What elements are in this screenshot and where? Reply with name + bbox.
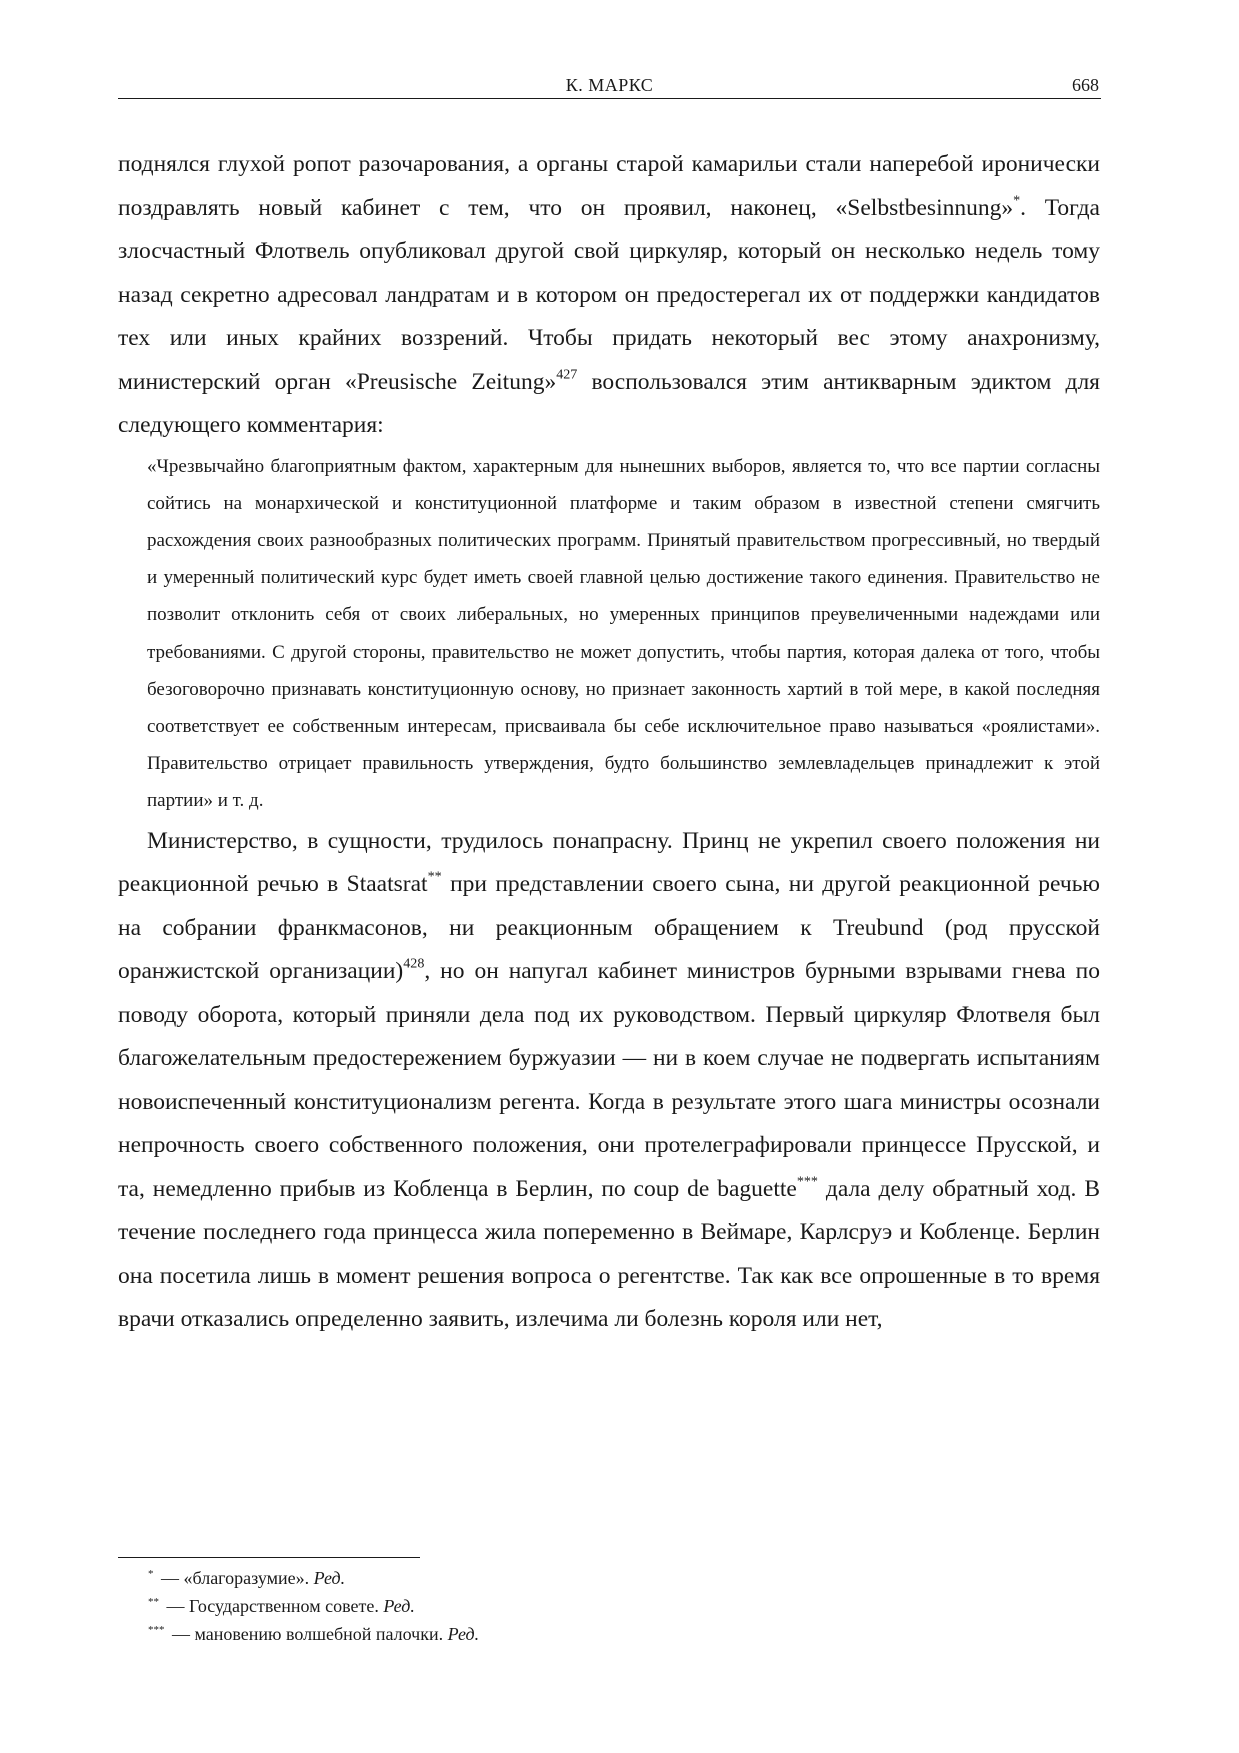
para1-text-3: воспользовался этим антикварным эдиктом для следующего комментария: <box>118 368 1100 438</box>
footnote-mark: * <box>148 1568 154 1580</box>
page-number: 668 <box>1072 75 1099 95</box>
footnote-mark: ** <box>148 1596 159 1608</box>
footnote-ref-2: ** <box>427 868 442 885</box>
para2-text-3: , но он напугал кабинет министров бурными взрывами гнева по поводу оборота, который приняли дела под их руководством. Первый циркуляр Флотвеля был благожелательным предостережением буржуазии — ни в коем случае не подвергать испытаниям новоиспеченный конституционализм регента. Когда в результате этого шага министры осознали непрочность своего собственного положения, они протелеграфировали принцессе Прусской, и та, немедленно прибыв из Кобленца в Берлин, по coup de baguette <box>118 958 1100 1202</box>
endnote-ref-427: 427 <box>556 365 578 382</box>
footnote-ref-3: *** <box>796 1172 818 1189</box>
body-text <box>118 143 1100 1342</box>
footnote-text: — мановению волшебной палочки. <box>167 1624 448 1644</box>
paragraph-2 <box>118 820 1100 1342</box>
paragraph-1 <box>118 143 1100 448</box>
footnote-separator <box>118 1557 420 1558</box>
footnote-2 <box>148 1590 479 1618</box>
para1-text-1: поднялся глухой ропот разочарования, а органы старой камарильи стали наперебой иронически поздравлять новый кабинет с тем, что он проявил, наконец, «Selbstbesinnung» <box>118 151 1100 221</box>
endnote-ref-428: 428 <box>403 955 425 972</box>
para2-text-4: дала делу обратный ход. В течение последнего года принцесса жила попеременно в Веймаре, Карлсруэ и Кобленце. Берлин она посетила лишь в момент решения вопроса о регентстве. Так как все опрошенные в то время врачи отказались определенно заявить, излечима ли болезнь короля или нет, <box>118 1175 1100 1333</box>
footnote-text: — «благоразумие». <box>156 1568 314 1588</box>
para1-text-2: . Тогда злосчастный Флотвель опубликовал другой свой циркуляр, который он несколько недель тому назад секретно адресовал ландратам и в котором он предостерегал их от поддержки кандидатов тех или иных крайних воззрений. Чтобы придать некоторый вес этому анахронизму, министерский орган «Preusische Zeitung» <box>118 194 1100 395</box>
running-header <box>118 72 1101 99</box>
para2-text-1: Министерство, в сущности, трудилось понапрасну. Принц не укрепил своего положения ни реакционной речью в Staatsrat <box>118 827 1100 898</box>
footnote-3 <box>148 1618 479 1646</box>
footnote-mark: *** <box>148 1624 165 1636</box>
footnote-editor: Ред. <box>313 1568 346 1588</box>
footnote-text: — Государственном совете. <box>162 1596 384 1616</box>
para2-text-2: при представлении своего сына, ни другой реакционной речью на собрании франкмасонов, ни реакционным обращением к Treubund (род прусской оранжистской организации) <box>118 871 1100 985</box>
footnote-1 <box>148 1562 479 1590</box>
header-author: К. МАРКС <box>565 75 654 95</box>
footnotes <box>148 1562 479 1646</box>
footnote-editor: Ред. <box>447 1624 480 1644</box>
footnote-editor: Ред. <box>383 1596 415 1616</box>
block-quote: «Чрезвычайно благоприятным фактом, характерным для нынешних выборов, является то, что все партии согласны сойтись на монархической и конституционной платформе и таким образом в известной степени смягчить расхождения своих разнообразных политических программ. Принятый правительством прогрессивный, но твердый и умеренный политический курс будет иметь своей главной целью достижение такого единения. Правительство не позволит отклонить себя от своих либеральных, но умеренных принципов преувеличенными надеждами или требованиями. С другой стороны, правительство не может допустить, чтобы партия, которая далека от того, чтобы безоговорочно признавать конституционную основу, но признает законность хартий в той мере, в какой последняя соответствует ее собственным интересам, присваивала бы себе исключительное право называться «роялистами». Правительство отрицает правильность утверждения, будто большинство землевладельцев принадлежит к этой партии» и т. д. <box>147 455 1100 812</box>
footnote-ref-1: * <box>1013 191 1021 208</box>
